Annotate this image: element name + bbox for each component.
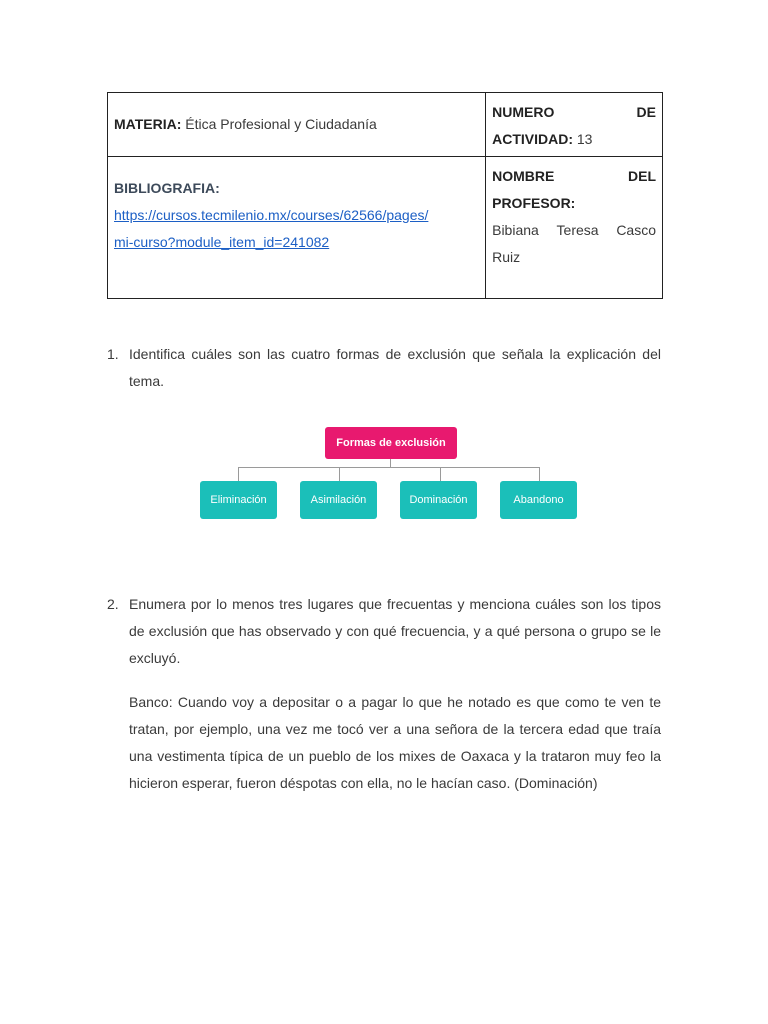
materia-label: MATERIA: — [114, 116, 182, 132]
question-2 — [107, 591, 663, 672]
question-number: 1. — [107, 346, 119, 362]
actividad-label: ACTIVIDAD: — [492, 131, 573, 147]
profesor-name-word: Teresa — [556, 222, 599, 238]
bibliografia-cell — [108, 157, 486, 299]
bibliografia-link-line-1[interactable]: https://cursos.tecmilenio.mx/courses/62566/pages/ — [114, 207, 429, 223]
materia-value: Ética Profesional y Ciudadanía — [185, 116, 377, 132]
connector-line — [390, 459, 391, 467]
del-word: DEL — [628, 168, 656, 184]
de-word: DE — [636, 104, 656, 120]
actividad-value: 13 — [576, 131, 593, 147]
answer-paragraph: Banco: Cuando voy a depositar o a pagar lo que he notado es que como te ven te tratan, por ejemplo, una vez me tocó ver a una señora de la tercera edad que traía una vestimenta típica de un pueblo de los mixes de Oaxaca y la trataron muy feo la hicieron esperar, fueron déspotas con ella, no le hacían caso. (Dominación) — [129, 694, 661, 791]
nombre-line — [492, 163, 656, 190]
profesor-cell — [486, 157, 663, 299]
connector-line — [339, 467, 340, 481]
connector-line — [238, 467, 239, 481]
nombre-word: NOMBRE — [492, 168, 555, 184]
header-row-1 — [108, 93, 663, 157]
connector-line — [539, 467, 540, 481]
numero-word: NUMERO — [492, 104, 555, 120]
diagram-node-asimilacion: Asimilación — [300, 481, 377, 519]
numero-actividad-cell — [486, 93, 663, 157]
exclusion-diagram — [200, 425, 580, 521]
header-row-2 — [108, 157, 663, 299]
bibliografia-label: BIBLIOGRAFIA: — [114, 180, 220, 196]
numero-line — [492, 99, 656, 126]
profesor-name-line — [492, 217, 656, 244]
profesor-name-word: Bibiana — [492, 222, 539, 238]
bibliografia-link[interactable] — [114, 202, 479, 256]
header-table — [107, 92, 663, 299]
question-1 — [107, 341, 663, 395]
diagram-node-abandono: Abandono — [500, 481, 577, 519]
profesor-name-last: Ruiz — [492, 249, 521, 265]
profesor-label: PROFESOR: — [492, 195, 576, 211]
diagram-node-eliminacion: Eliminación — [200, 481, 277, 519]
diagram-root-box: Formas de exclusión — [325, 427, 457, 459]
question-text: Enumera por lo menos tres lugares que frecuentas y menciona cuáles son los tipos de exclusión que has observado y con qué frecuencia, y a qué persona o grupo se le excluyó. — [129, 596, 661, 666]
connector-line — [238, 467, 540, 468]
actividad-line — [492, 126, 656, 153]
connector-line — [440, 467, 441, 481]
profesor-name-word: Casco — [616, 222, 656, 238]
bibliografia-link-line-2[interactable]: mi-curso?module_item_id=241082 — [114, 234, 330, 250]
materia-cell — [108, 93, 486, 157]
question-number: 2. — [107, 596, 119, 612]
question-text: Identifica cuáles son las cuatro formas de exclusión que señala la explicación del tema. — [129, 346, 661, 389]
diagram-node-dominacion: Dominación — [400, 481, 477, 519]
